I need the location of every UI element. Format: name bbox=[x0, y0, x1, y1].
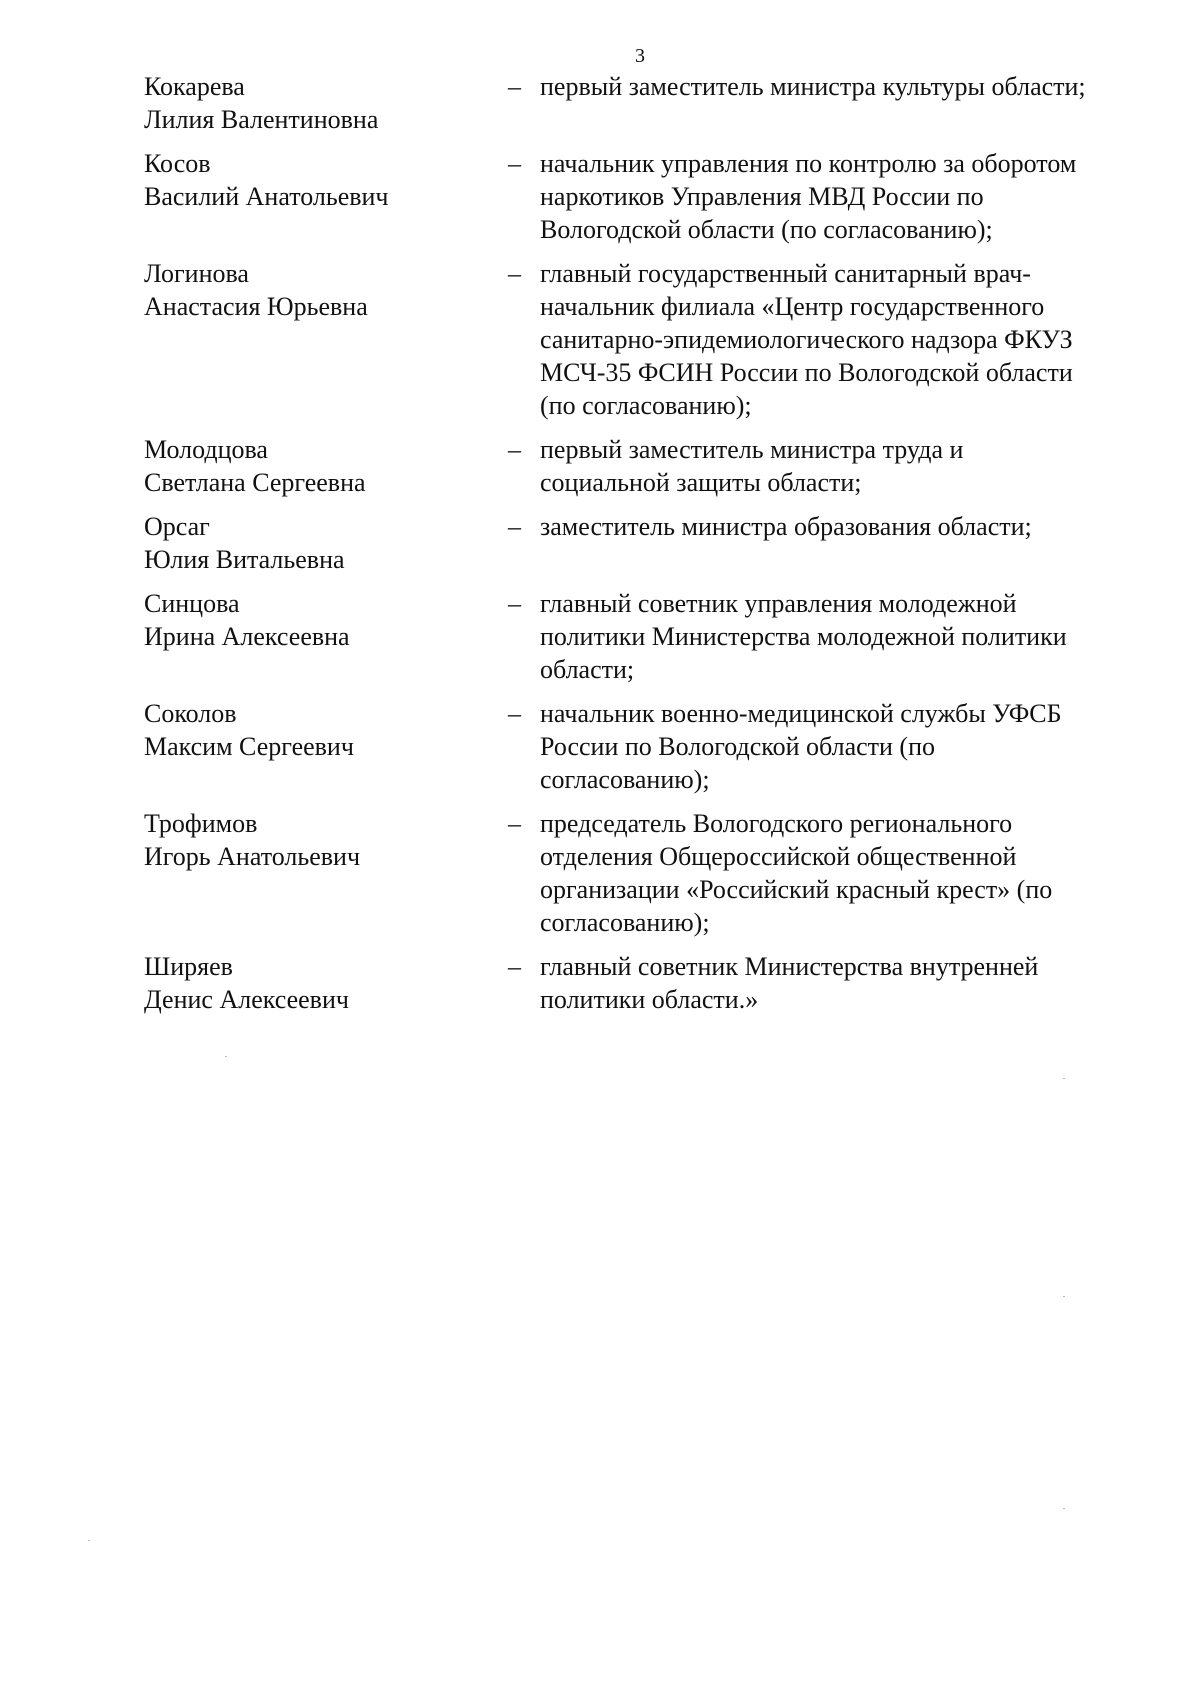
dash-separator: – bbox=[508, 149, 521, 178]
dash-separator: – bbox=[508, 952, 521, 981]
member-given-names: Ирина Алексеевна bbox=[144, 622, 350, 651]
role-line: согласованию); bbox=[540, 908, 710, 937]
member-given-names: Василий Анатольевич bbox=[144, 182, 389, 211]
member-role bbox=[540, 807, 1160, 939]
member-role bbox=[540, 433, 1160, 499]
scan-artifact bbox=[88, 1540, 90, 1541]
member-name bbox=[144, 697, 484, 763]
member-surname: Молодцова bbox=[144, 435, 268, 464]
member-role bbox=[540, 70, 1160, 103]
member-given-names: Максим Сергеевич bbox=[144, 732, 354, 761]
role-line: главный советник Министерства внутренней bbox=[540, 952, 1039, 981]
role-line: первый заместитель министра культуры области; bbox=[540, 72, 1086, 101]
dash-separator: – bbox=[508, 72, 521, 101]
member-name bbox=[144, 510, 484, 576]
member-surname: Орсаг bbox=[144, 512, 210, 541]
dash-separator: – bbox=[508, 259, 521, 288]
role-line: главный советник управления молодежной bbox=[540, 589, 1017, 618]
role-line: председатель Вологодского регионального bbox=[540, 809, 1013, 838]
scan-artifact bbox=[225, 1056, 227, 1057]
role-line: области; bbox=[540, 655, 635, 684]
role-line: России по Вологодской области (по bbox=[540, 732, 936, 761]
dash-separator: – bbox=[508, 809, 521, 838]
member-given-names: Денис Алексеевич bbox=[144, 985, 349, 1014]
member-surname: Трофимов bbox=[144, 809, 258, 838]
role-line: начальник военно-медицинской службы УФСБ bbox=[540, 699, 1062, 728]
member-given-names: Юлия Витальевна bbox=[144, 545, 345, 574]
member-given-names: Лилия Валентиновна bbox=[144, 105, 379, 134]
role-line: организации «Российский красный крест» (по bbox=[540, 875, 1053, 904]
member-surname: Логинова bbox=[144, 259, 249, 288]
role-line: политики области.» bbox=[540, 985, 759, 1014]
member-role bbox=[540, 257, 1160, 422]
member-given-names: Анастасия Юрьевна bbox=[144, 292, 368, 321]
member-role bbox=[540, 950, 1160, 1016]
member-role bbox=[540, 697, 1160, 796]
role-line: главный государственный санитарный врач- bbox=[540, 259, 1031, 288]
member-role bbox=[540, 147, 1160, 246]
member-surname: Косов bbox=[144, 149, 211, 178]
role-line: начальник филиала «Центр государственного bbox=[540, 292, 1045, 321]
dash-separator: – bbox=[508, 589, 521, 618]
role-line: политики Министерства молодежной политики bbox=[540, 622, 1067, 651]
role-line: санитарно-эпидемиологического надзора ФКУЗ bbox=[540, 325, 1073, 354]
member-name bbox=[144, 70, 484, 136]
role-line: (по согласованию); bbox=[540, 391, 752, 420]
member-name bbox=[144, 950, 484, 1016]
role-line: наркотиков Управления МВД России по bbox=[540, 182, 984, 211]
member-surname: Ширяев bbox=[144, 952, 233, 981]
member-name bbox=[144, 147, 484, 213]
dash-separator: – bbox=[508, 512, 521, 541]
role-line: Вологодской области (по согласованию); bbox=[540, 215, 993, 244]
member-name bbox=[144, 587, 484, 653]
scan-artifact bbox=[1063, 1078, 1065, 1079]
member-given-names: Светлана Сергеевна bbox=[144, 468, 366, 497]
page-number: 3 bbox=[635, 45, 645, 67]
member-role bbox=[540, 510, 1160, 543]
member-surname: Синцова bbox=[144, 589, 240, 618]
member-name bbox=[144, 257, 484, 323]
role-line: согласованию); bbox=[540, 765, 710, 794]
role-line: первый заместитель министра труда и bbox=[540, 435, 964, 464]
role-line: отделения Общероссийской общественной bbox=[540, 842, 1017, 871]
member-role bbox=[540, 587, 1160, 686]
member-surname: Кокарева bbox=[144, 72, 245, 101]
member-surname: Соколов bbox=[144, 699, 237, 728]
scan-artifact bbox=[1063, 1508, 1065, 1509]
role-line: социальной защиты области; bbox=[540, 468, 862, 497]
role-line: начальник управления по контролю за оборотом bbox=[540, 149, 1077, 178]
member-given-names: Игорь Анатольевич bbox=[144, 842, 361, 871]
role-line: МСЧ-35 ФСИН России по Вологодской области bbox=[540, 358, 1073, 387]
dash-separator: – bbox=[508, 699, 521, 728]
member-name bbox=[144, 807, 484, 873]
member-name bbox=[144, 433, 484, 499]
scan-artifact bbox=[1063, 1296, 1065, 1297]
dash-separator: – bbox=[508, 435, 521, 464]
role-line: заместитель министра образования области; bbox=[540, 512, 1032, 541]
